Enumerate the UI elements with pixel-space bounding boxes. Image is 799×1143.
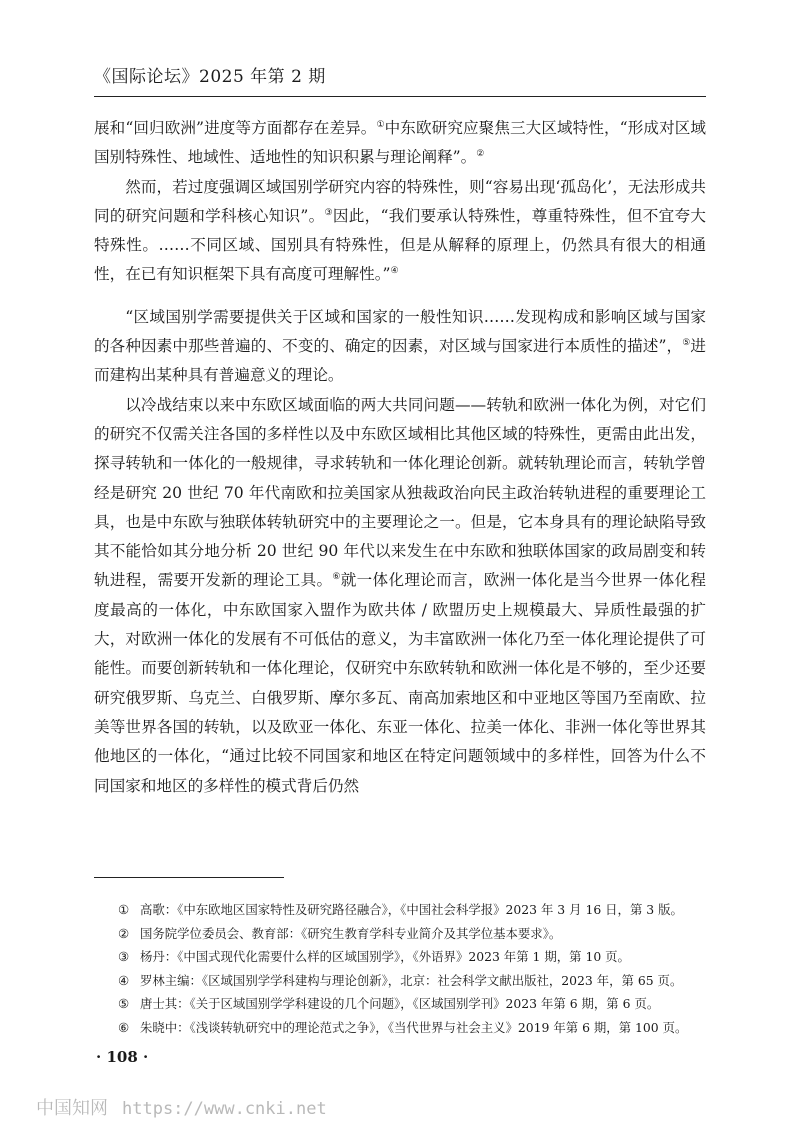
footnotes [118, 898, 718, 1040]
footnote-ref-3[interactable]: ③ [324, 207, 333, 218]
paragraph-2: 然而，若过度强调区域国别学研究内容的特殊性，则“容易出现‘孤岛化’，无法形成共同的研究问题和学科核心知识”。③因此，“我们要承认特殊性，尊重特殊性，但不宜夸大特殊性。……不同区域、国别具有特殊性，但是从解释的原理上，仍然具有很大的相通性，在已有知识框架下具有高度可理解性。”④ [94, 177, 706, 284]
footnote-mark: ② [118, 925, 130, 941]
footnote-item [118, 1016, 718, 1040]
footnote-divider [94, 877, 284, 878]
cnki-watermark [36, 1094, 327, 1120]
footnote-text: 唐士其：《关于区域国别学学科建设的几个问题》，《区域国别学刊》2023 年第 6 期，第 6 页。 [140, 996, 660, 1012]
footnote-text: 杨丹：《中国式现代化需要什么样的区域国别学》，《外语界》2023 年第 1 期，第 10 页。 [140, 949, 630, 965]
footnote-item [118, 898, 718, 922]
article-body [94, 114, 706, 801]
footnote-text: 高歌：《中东欧地区国家特性及研究路径融合》，《中国社会科学报》2023 年 3 月 16 日，第 3 版。 [140, 902, 683, 917]
page-number: · 108 · [96, 1048, 149, 1066]
footnote-ref-4[interactable]: ④ [390, 266, 399, 277]
footnote-item [118, 992, 718, 1016]
footnote-text: 国务院学位委员会、教育部：《研究生教育学科专业简介及其学位基本要求》。 [140, 925, 562, 941]
footnote-mark: ④ [118, 972, 130, 988]
paragraph-4: 以冷战结束以来中东欧区域面临的两大共同问题——转轨和欧洲一体化为例，对它们的研究不仅需关注各国的多样性以及中东欧区域相比其他区域的特殊性，更需由此出发，探寻转轨和一体化的一般规律，寻求转轨和一体化理论创新。就转轨理论而言，转轨学曾经是研究 20 世纪 70 年代南欧和拉美国家从独裁政治向民主政治转轨进程的重要理论工具，也是中东欧与独联体转轨研究中的主要理论之一。但是，它本身具有的理论缺陷导致其不能恰如其分地分析 20 世纪 90 年代以来发生在中东欧和独联体国家的政局剧变和转轨进程，需要开发新的理论工具。⑥就一体化理论而言，欧洲一体化是当今世界一体化程度最高的一体化，中东欧国家入盟作为欧共体 / 欧盟历史上规模最大、异质性最强的扩大，对欧洲一体化的发展有不可低估的意义，为丰富欧洲一体化乃至一体化理论提供了可能性。而要创新转轨和一体化理论，仅研究中东欧转轨和欧洲一体化是不够的，至少还要研究俄罗斯、乌克兰、白俄罗斯、摩尔多瓦、南高加索地区和中亚地区等国乃至南欧、拉美等世界各国的转轨，以及欧亚一体化、东亚一体化、拉美一体化、非洲一体化等世界其他地区的一体化，“通过比较不同国家和地区在特定问题领域中的多样性，回答为什么不同国家和地区的多样性的模式背后仍然 [94, 395, 706, 795]
footnote-mark: ③ [118, 949, 130, 965]
footnote-ref-1[interactable]: ① [376, 120, 385, 130]
footnote-mark: ① [118, 902, 130, 917]
footnote-item [118, 922, 718, 946]
footnote-text: 罗林主编：《区域国别学学科建构与理论创新》，北京：社会科学文献出版社，2023 年，第 65 页。 [140, 972, 683, 988]
watermark-brand: 中国知网 [36, 1098, 108, 1119]
footnote-text: 朱晓中：《浅谈转轨研究中的理论范式之争》，《当代世界与社会主义》2019 年第 6 期，第 100 页。 [140, 1019, 688, 1035]
footnote-item [118, 945, 718, 969]
footnote-ref-2[interactable]: ② [476, 149, 485, 160]
footnote-item [118, 969, 718, 993]
watermark-url[interactable]: https://www.cnki.net [122, 1099, 327, 1119]
running-header: 《国际论坛》2025 年第 2 期 [94, 67, 326, 87]
paragraph-1: 展和“回归欧洲”进度等方面都存在差异。①中东欧研究应聚焦三大区域特性，“形成对区域国别特殊性、地域性、适地性的知识积累与理论阐释”。② [94, 119, 706, 167]
footnote-ref-5[interactable]: ⑤ [682, 338, 691, 349]
footnote-ref-6[interactable]: ⑥ [332, 572, 341, 583]
footnote-mark: ⑥ [118, 1019, 130, 1035]
paragraph-3: “区域国别学需要提供关于区域和国家的一般性知识……发现构成和影响区域与国家的各种因素中那些普遍的、不变的、确定的因素，对区域与国家进行本质性的描述”，⑤进而建构出某种具有普遍意义的理论。 [94, 307, 706, 385]
footnote-mark: ⑤ [118, 996, 130, 1012]
header-divider [94, 96, 706, 97]
